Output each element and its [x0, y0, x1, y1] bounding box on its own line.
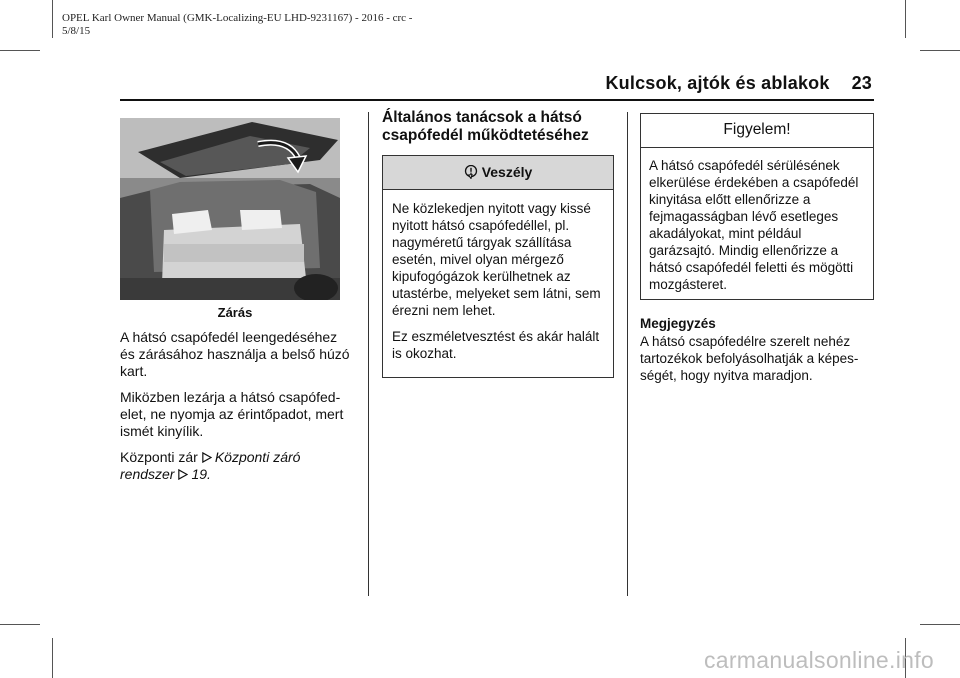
danger-box-body [383, 190, 613, 377]
crop-mark [905, 0, 906, 38]
caution-box-body [641, 148, 873, 299]
danger-box [382, 155, 614, 378]
crop-mark [52, 0, 53, 38]
section-title-text: Kulcsok, ajtók és ablakok [605, 73, 830, 93]
column-middle [382, 109, 614, 378]
caution-box-header: Figyelem! [641, 114, 873, 148]
watermark: carmanualsonline.info [703, 647, 934, 673]
tailgate-closing-illustration [120, 118, 340, 300]
note-text: A hátsó csapófedélre szerelt nehéz tartozékok befolyásolhatják a képességét, hogy nyitva maradjon. [640, 334, 859, 383]
document-meta: OPEL Karl Owner Manual (GMK-Localizing-EU LHD-9231167) - 2016 - crc - 5/8/15 [62, 12, 413, 37]
page-number: 23 [851, 73, 872, 93]
reference-paragraph [120, 449, 350, 483]
column-left [120, 118, 350, 492]
paragraph: A hátsó csapófedél sérülésének elkerülése érdekében a csapófedél kinyitása előtt ellenőrizze a fejmagasságban lévő esetleges akadályokat, mint például garázsajtó. Mindig ellenőrizze a hátsó csapófedél feletti és mögötti mozgásteret. [649, 158, 859, 292]
reference-prefix: Központi zár [120, 449, 198, 465]
crop-mark [52, 638, 53, 678]
reference-page[interactable]: 19. [191, 466, 211, 482]
crop-mark [0, 624, 40, 625]
paragraph: Ez eszméletvesztést és akár halált is okozhat. [392, 329, 600, 361]
reference-link[interactable]: Központi záró rendszer [120, 449, 301, 482]
note-title: Megjegyzés [640, 316, 716, 331]
header-rule [120, 99, 874, 101]
subsection-title: Általános tanácsok a hátsó csapófedél működtetéséhez [382, 109, 589, 144]
danger-box-header [383, 156, 613, 190]
caution-box [640, 113, 874, 300]
column-divider [627, 112, 628, 596]
column-divider [368, 112, 369, 596]
crop-mark [920, 624, 960, 625]
warning-icon [464, 165, 478, 179]
crop-mark [920, 50, 960, 51]
triangle-reference-icon [177, 469, 188, 480]
crop-mark [0, 50, 40, 51]
section-title [605, 73, 872, 94]
paragraph: Miközben lezárja a hátsó csapófedelet, ne nyomja az érintőpadot, mert ismét kinyílik. [120, 389, 344, 439]
paragraph: A hátsó csapófedél leengedéséhez és zárásához használja a belső húzó kart. [120, 329, 350, 379]
triangle-reference-icon [201, 452, 212, 463]
paragraph: Ne közlekedjen nyitott vagy kissé nyitott hátsó csapófedéllel, pl. nagyméretű tárgyak szállítása esetén, mivel olyan mérgező kipufogógázok kerülhetnek az utastérbe, melyeket sem látni, sem érezni nem lehet. [392, 201, 601, 318]
image-caption: Zárás [217, 305, 253, 320]
danger-label: Veszély [481, 164, 533, 180]
column-right [640, 113, 874, 384]
